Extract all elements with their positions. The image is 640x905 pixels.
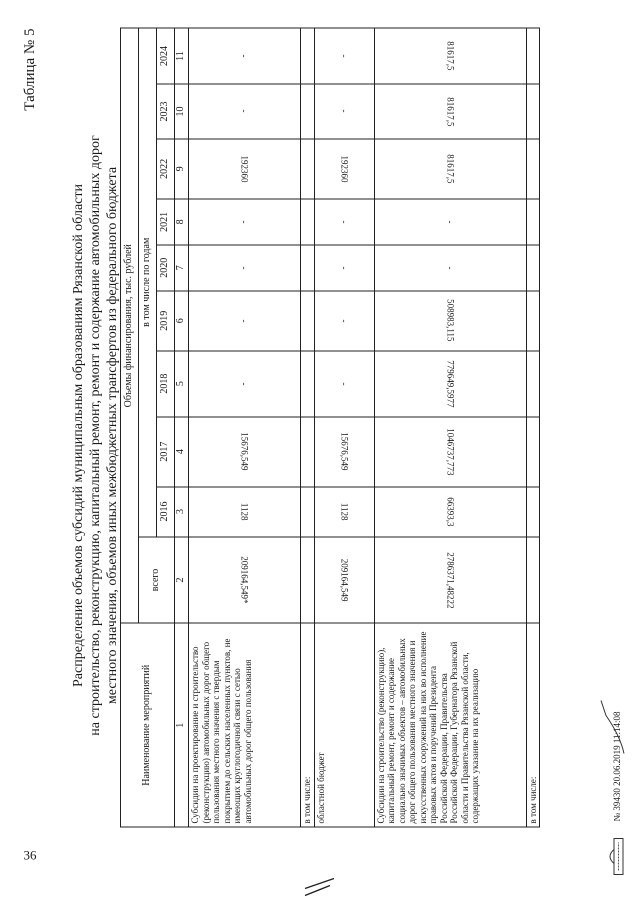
header-year: 2022: [157, 138, 175, 198]
header-year: 2021: [157, 198, 175, 244]
column-number: 11: [175, 28, 189, 84]
heading-line-1: Распределение объемов субсидий муниципальным образованиям Рязанской области: [71, 183, 86, 687]
row-value: [526, 350, 540, 416]
column-number: 2: [175, 536, 189, 623]
table-row: [526, 28, 540, 827]
header-name: Наименование мероприятий: [121, 623, 175, 827]
row-value: [526, 416, 540, 486]
column-number: 8: [175, 198, 189, 244]
cell-text: -: [339, 381, 350, 385]
row-value: [189, 198, 301, 244]
row-value: [189, 28, 301, 84]
column-number: 9: [175, 138, 189, 198]
table-row: [189, 28, 301, 827]
header-year: 2020: [157, 244, 175, 290]
column-number: 5: [175, 350, 189, 416]
header-year: 2023: [157, 83, 175, 138]
cell-text: -: [239, 109, 250, 113]
row-value: [301, 416, 315, 486]
row-value: [301, 486, 315, 536]
page-number: 36: [23, 847, 37, 862]
row-value: [314, 138, 374, 198]
row-value: [374, 83, 526, 138]
cell-text: -: [239, 54, 250, 57]
column-number: 6: [175, 290, 189, 350]
row-value: [374, 486, 526, 536]
funding-table: [120, 27, 540, 827]
row-value: [189, 244, 301, 290]
row-value: [301, 244, 315, 290]
row-value: [374, 244, 526, 290]
row-value: [526, 28, 540, 84]
row-total: [526, 536, 540, 623]
cell-text: -: [239, 265, 250, 269]
column-number: 1: [175, 623, 189, 827]
table-row: [314, 28, 374, 827]
row-value: [526, 244, 540, 290]
cell-text: 81617,5: [445, 40, 456, 71]
row-total: [314, 536, 374, 623]
cell-text: 15676,549: [339, 431, 350, 471]
row-value: [189, 290, 301, 350]
header-year: 2019: [157, 290, 175, 350]
cell-text: 2786371,48222: [445, 551, 456, 608]
table-row: [374, 28, 526, 827]
row-value: [189, 83, 301, 138]
document-footer: № 39430 20.06.2019 11:14:08: [612, 710, 622, 821]
column-number: 7: [175, 244, 189, 290]
header-funding: Объемы финансирования, тыс. рублей: [121, 28, 139, 623]
header-by-years: в том числе по годам: [139, 28, 157, 537]
row-value: [189, 486, 301, 536]
row-value: [374, 198, 526, 244]
row-value: [189, 416, 301, 486]
row-value: [301, 83, 315, 138]
row-value: [189, 350, 301, 416]
handwritten-mark-icon: [300, 870, 340, 900]
row-value: [301, 198, 315, 244]
row-name: Субсидии на строительство (реконструкцию), капитальный ремонт, ремонт и содержание социально значимых объектов – автомобильных дорог общего пользования местного значения и искусственных сооружений на них во исполнение правовых актов и поручений Президента Российской Федерации, Правительства Российской Федерации, Губернатора Рязанской области и Правительства Рязанской области, содержащих указание на их реализацию: [374, 623, 526, 827]
row-value: [526, 486, 540, 536]
cell-text: -: [239, 381, 250, 385]
cell-text: 81617,5: [445, 96, 456, 126]
cell-text: -: [239, 219, 250, 223]
cell-text: -: [445, 219, 456, 223]
cell-text: -: [339, 109, 350, 113]
cell-text: -: [339, 219, 350, 223]
cell-text: 779649,5977: [445, 359, 456, 407]
row-value: [314, 83, 374, 138]
row-name: в том числе:: [301, 623, 315, 827]
row-value: [374, 28, 526, 84]
row-value: [374, 138, 526, 198]
row-value: [189, 138, 301, 198]
cell-text: 81617,5: [445, 153, 456, 184]
cell-text: 1046737,773: [445, 427, 456, 475]
row-value: [374, 290, 526, 350]
row-value: [526, 198, 540, 244]
row-value: [314, 416, 374, 486]
cell-text: -: [339, 54, 350, 57]
header-year: 2016: [157, 486, 175, 536]
cell-text: 15676,549: [239, 431, 250, 471]
heading-line-3: местного значения, объемов иных межбюджетных трансфертов из федерального бюджета: [105, 166, 120, 704]
cell-text: 66393,3: [445, 496, 456, 526]
row-value: [314, 244, 374, 290]
cell-text: -: [239, 318, 250, 322]
cell-text: 209164,549*: [239, 555, 250, 604]
pen-mark-icon: [598, 695, 628, 755]
table-label: Таблица № 5: [22, 28, 38, 111]
document-heading: [70, 85, 121, 785]
header-year: 2018: [157, 350, 175, 416]
row-value: [374, 416, 526, 486]
table-row: [301, 28, 315, 827]
e-signature-stamp-icon: [605, 837, 625, 875]
row-value: [314, 290, 374, 350]
cell-text: 192360: [339, 154, 350, 182]
row-name: областной бюджет: [314, 623, 374, 827]
heading-line-2: на строительство, реконструкцию, капитальный ремонт, ремонт и содержание автомобильных дорог: [88, 134, 103, 736]
row-value: [314, 486, 374, 536]
row-value: [526, 83, 540, 138]
row-value: [314, 28, 374, 84]
header-total: всего: [139, 536, 175, 623]
row-value: [526, 138, 540, 198]
row-value: [301, 138, 315, 198]
cell-text: -: [339, 265, 350, 269]
row-value: [314, 198, 374, 244]
column-number: 10: [175, 83, 189, 138]
row-value: [526, 290, 540, 350]
cell-text: -: [339, 318, 350, 322]
header-year: 2024: [157, 28, 175, 84]
cell-text: 1128: [239, 502, 250, 520]
row-value: [374, 350, 526, 416]
cell-text: 192360: [239, 154, 250, 182]
cell-text: 508983,115: [445, 298, 456, 342]
row-total: [189, 536, 301, 623]
column-number: 4: [175, 416, 189, 486]
row-value: [301, 350, 315, 416]
row-name: в том числе:: [526, 623, 540, 827]
row-total: [301, 536, 315, 623]
header-year: 2017: [157, 416, 175, 486]
row-value: [301, 290, 315, 350]
cell-text: 209164,549: [339, 558, 350, 601]
cell-text: 1128: [339, 502, 350, 520]
row-name: Субсидии на проектирование и строительство (реконструкцию) автомобильных дорог общего пользования местного значения с твердым покрытием до сельских населенных пунктов, не имеющих круглогодичной связи с сетью автомобильных дорог общего пользования: [189, 623, 301, 827]
row-value: [314, 350, 374, 416]
column-number: 3: [175, 486, 189, 536]
row-total: [374, 536, 526, 623]
cell-text: -: [445, 265, 456, 269]
row-value: [301, 28, 315, 84]
